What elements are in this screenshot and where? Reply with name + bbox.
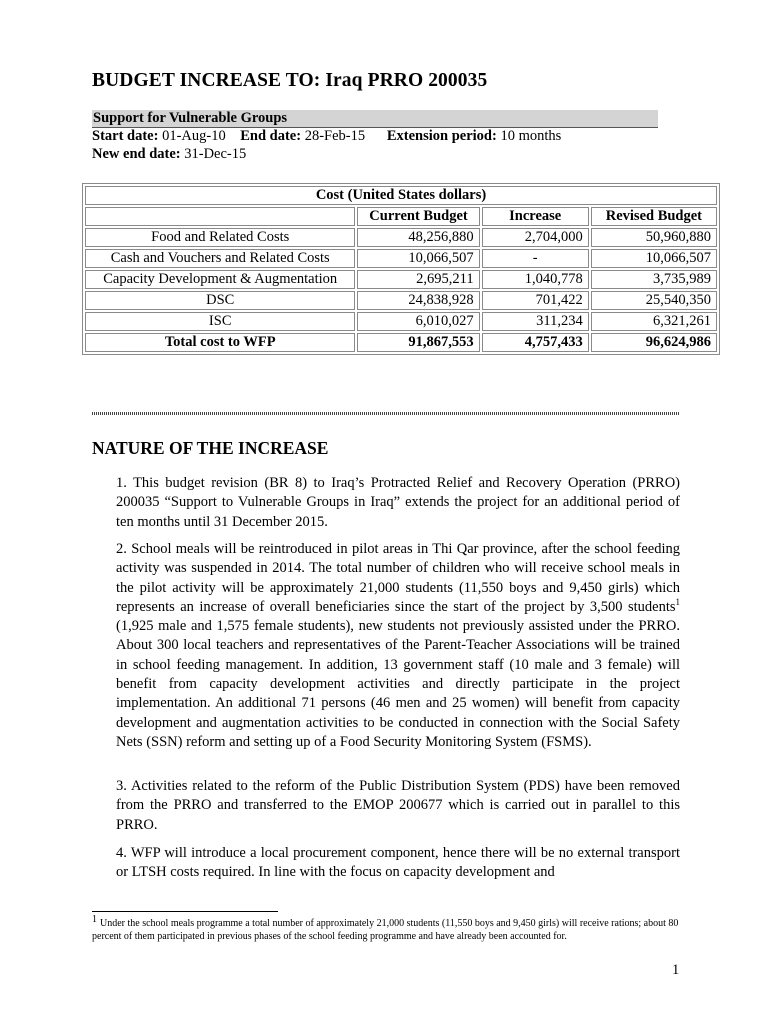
revised-budget-cell: 50,960,880 bbox=[591, 228, 717, 247]
table-caption: Cost (United States dollars) bbox=[85, 186, 717, 205]
extension-period-value: 10 months bbox=[500, 128, 562, 144]
total-current-budget: 91,867,553 bbox=[357, 333, 479, 352]
dotted-divider bbox=[92, 412, 680, 415]
footnote-text: Under the school meals programme a total number of approximately 21,000 students (11,550 boys and 9,450 girls) will receive rations; about 80 percent of them participated in previous phases of the school feeding programme and have already been accounted for. bbox=[92, 918, 679, 942]
revised-budget-cell: 6,321,261 bbox=[591, 312, 717, 331]
increase-cell: 311,234 bbox=[482, 312, 589, 331]
current-budget-cell: 48,256,880 bbox=[357, 228, 479, 247]
new-end-date-value: 31-Dec-15 bbox=[184, 146, 247, 162]
start-date-label: Start date: bbox=[92, 128, 159, 144]
total-revised-budget: 96,624,986 bbox=[591, 333, 717, 352]
new-end-date-line bbox=[92, 145, 246, 163]
footnote-reference[interactable]: 1 bbox=[675, 597, 680, 608]
paragraph-3: 3. Activities related to the reform of the Public Distribution System (PDS) have been removed from the PRRO and transferred to the EMOP 200677 which is carried out in parallel to this PRRO. bbox=[116, 778, 680, 833]
project-name: Support for Vulnerable Groups bbox=[93, 110, 288, 126]
end-date-value: 28-Feb-15 bbox=[304, 128, 366, 144]
row-label: ISC bbox=[85, 312, 355, 331]
table-row bbox=[85, 312, 717, 331]
date-line bbox=[92, 127, 561, 145]
footnote-marker: 1 bbox=[92, 914, 97, 925]
footnote bbox=[92, 914, 680, 943]
paragraph-4: 4. WFP will introduce a local procurement component, hence there will be no external transport or LTSH costs required. In line with the focus on capacity development and bbox=[116, 845, 680, 881]
page-title: BUDGET INCREASE TO: Iraq PRRO 200035 bbox=[92, 70, 488, 91]
revised-budget-cell: 10,066,507 bbox=[591, 249, 717, 268]
current-budget-cell: 10,066,507 bbox=[357, 249, 479, 268]
current-budget-cell: 24,838,928 bbox=[357, 291, 479, 310]
row-label: Food and Related Costs bbox=[85, 228, 355, 247]
total-increase: 4,757,433 bbox=[482, 333, 589, 352]
row-label: Cash and Vouchers and Related Costs bbox=[85, 249, 355, 268]
header-empty-cell bbox=[85, 207, 355, 226]
cost-table bbox=[82, 183, 720, 355]
header-current-budget: Current Budget bbox=[357, 207, 479, 226]
revised-budget-cell: 3,735,989 bbox=[591, 270, 717, 289]
paragraph-2-text-start: 2. School meals will be reintroduced in pilot areas in Thi Qar province, after the school feeding activity was suspended in 2014. The total number of children who will receive school meals in the pilot activity will be approximately 21,000 students (11,550 boys and 9,450 girls) which represents an increase of overall beneficiaries since the start of the project by 3,500 students bbox=[116, 541, 680, 615]
paragraph-2-text-end: (1,925 male and 1,575 female students), new students not previously assisted under the PRRO. About 300 local teachers and representatives of the Parent-Teacher Associations will be trained in school feeding management. In addition, 13 government staff (10 male and 3 female) will benefit from capacity development activities and directly participate in the project implementation. An additional 71 persons (46 men and 25 women) will benefit from capacity development and augmentation activities to be conducted in connection with the Social Safety Nets (SSN) reform and setting up of a Food Security Monitoring System (FSMS). bbox=[116, 618, 680, 750]
current-budget-cell: 2,695,211 bbox=[357, 270, 479, 289]
total-label: Total cost to WFP bbox=[85, 333, 355, 352]
footnote-separator bbox=[92, 911, 278, 912]
extension-period-label: Extension period: bbox=[386, 128, 497, 144]
increase-cell: - bbox=[482, 249, 589, 268]
row-label: Capacity Development & Augmentation bbox=[85, 270, 355, 289]
header-increase: Increase bbox=[482, 207, 589, 226]
table-header-row bbox=[85, 207, 717, 226]
table-row bbox=[85, 228, 717, 247]
increase-cell: 701,422 bbox=[482, 291, 589, 310]
table-total-row bbox=[85, 333, 717, 352]
revised-budget-cell: 25,540,350 bbox=[591, 291, 717, 310]
new-end-date-label: New end date: bbox=[92, 146, 181, 162]
section-heading: NATURE OF THE INCREASE bbox=[92, 438, 329, 458]
paragraph-2 bbox=[116, 540, 680, 752]
table-caption-row bbox=[85, 186, 717, 205]
start-date-value: 01-Aug-10 bbox=[162, 128, 226, 144]
project-name-band bbox=[92, 110, 658, 128]
end-date-label: End date: bbox=[240, 128, 302, 144]
increase-cell: 1,040,778 bbox=[482, 270, 589, 289]
table-row bbox=[85, 291, 717, 310]
page-number: 1 bbox=[672, 962, 680, 978]
increase-cell: 2,704,000 bbox=[482, 228, 589, 247]
row-label: DSC bbox=[85, 291, 355, 310]
paragraph-1: 1. This budget revision (BR 8) to Iraq’s Protracted Relief and Recovery Operation (PRRO) 200035 “Support to Vulnerable Groups in Iraq” extends the project for an additional period of ten months until 31 December 2015. bbox=[116, 475, 680, 530]
header-revised-budget: Revised Budget bbox=[591, 207, 717, 226]
table-row bbox=[85, 270, 717, 289]
table-row bbox=[85, 249, 717, 268]
current-budget-cell: 6,010,027 bbox=[357, 312, 479, 331]
